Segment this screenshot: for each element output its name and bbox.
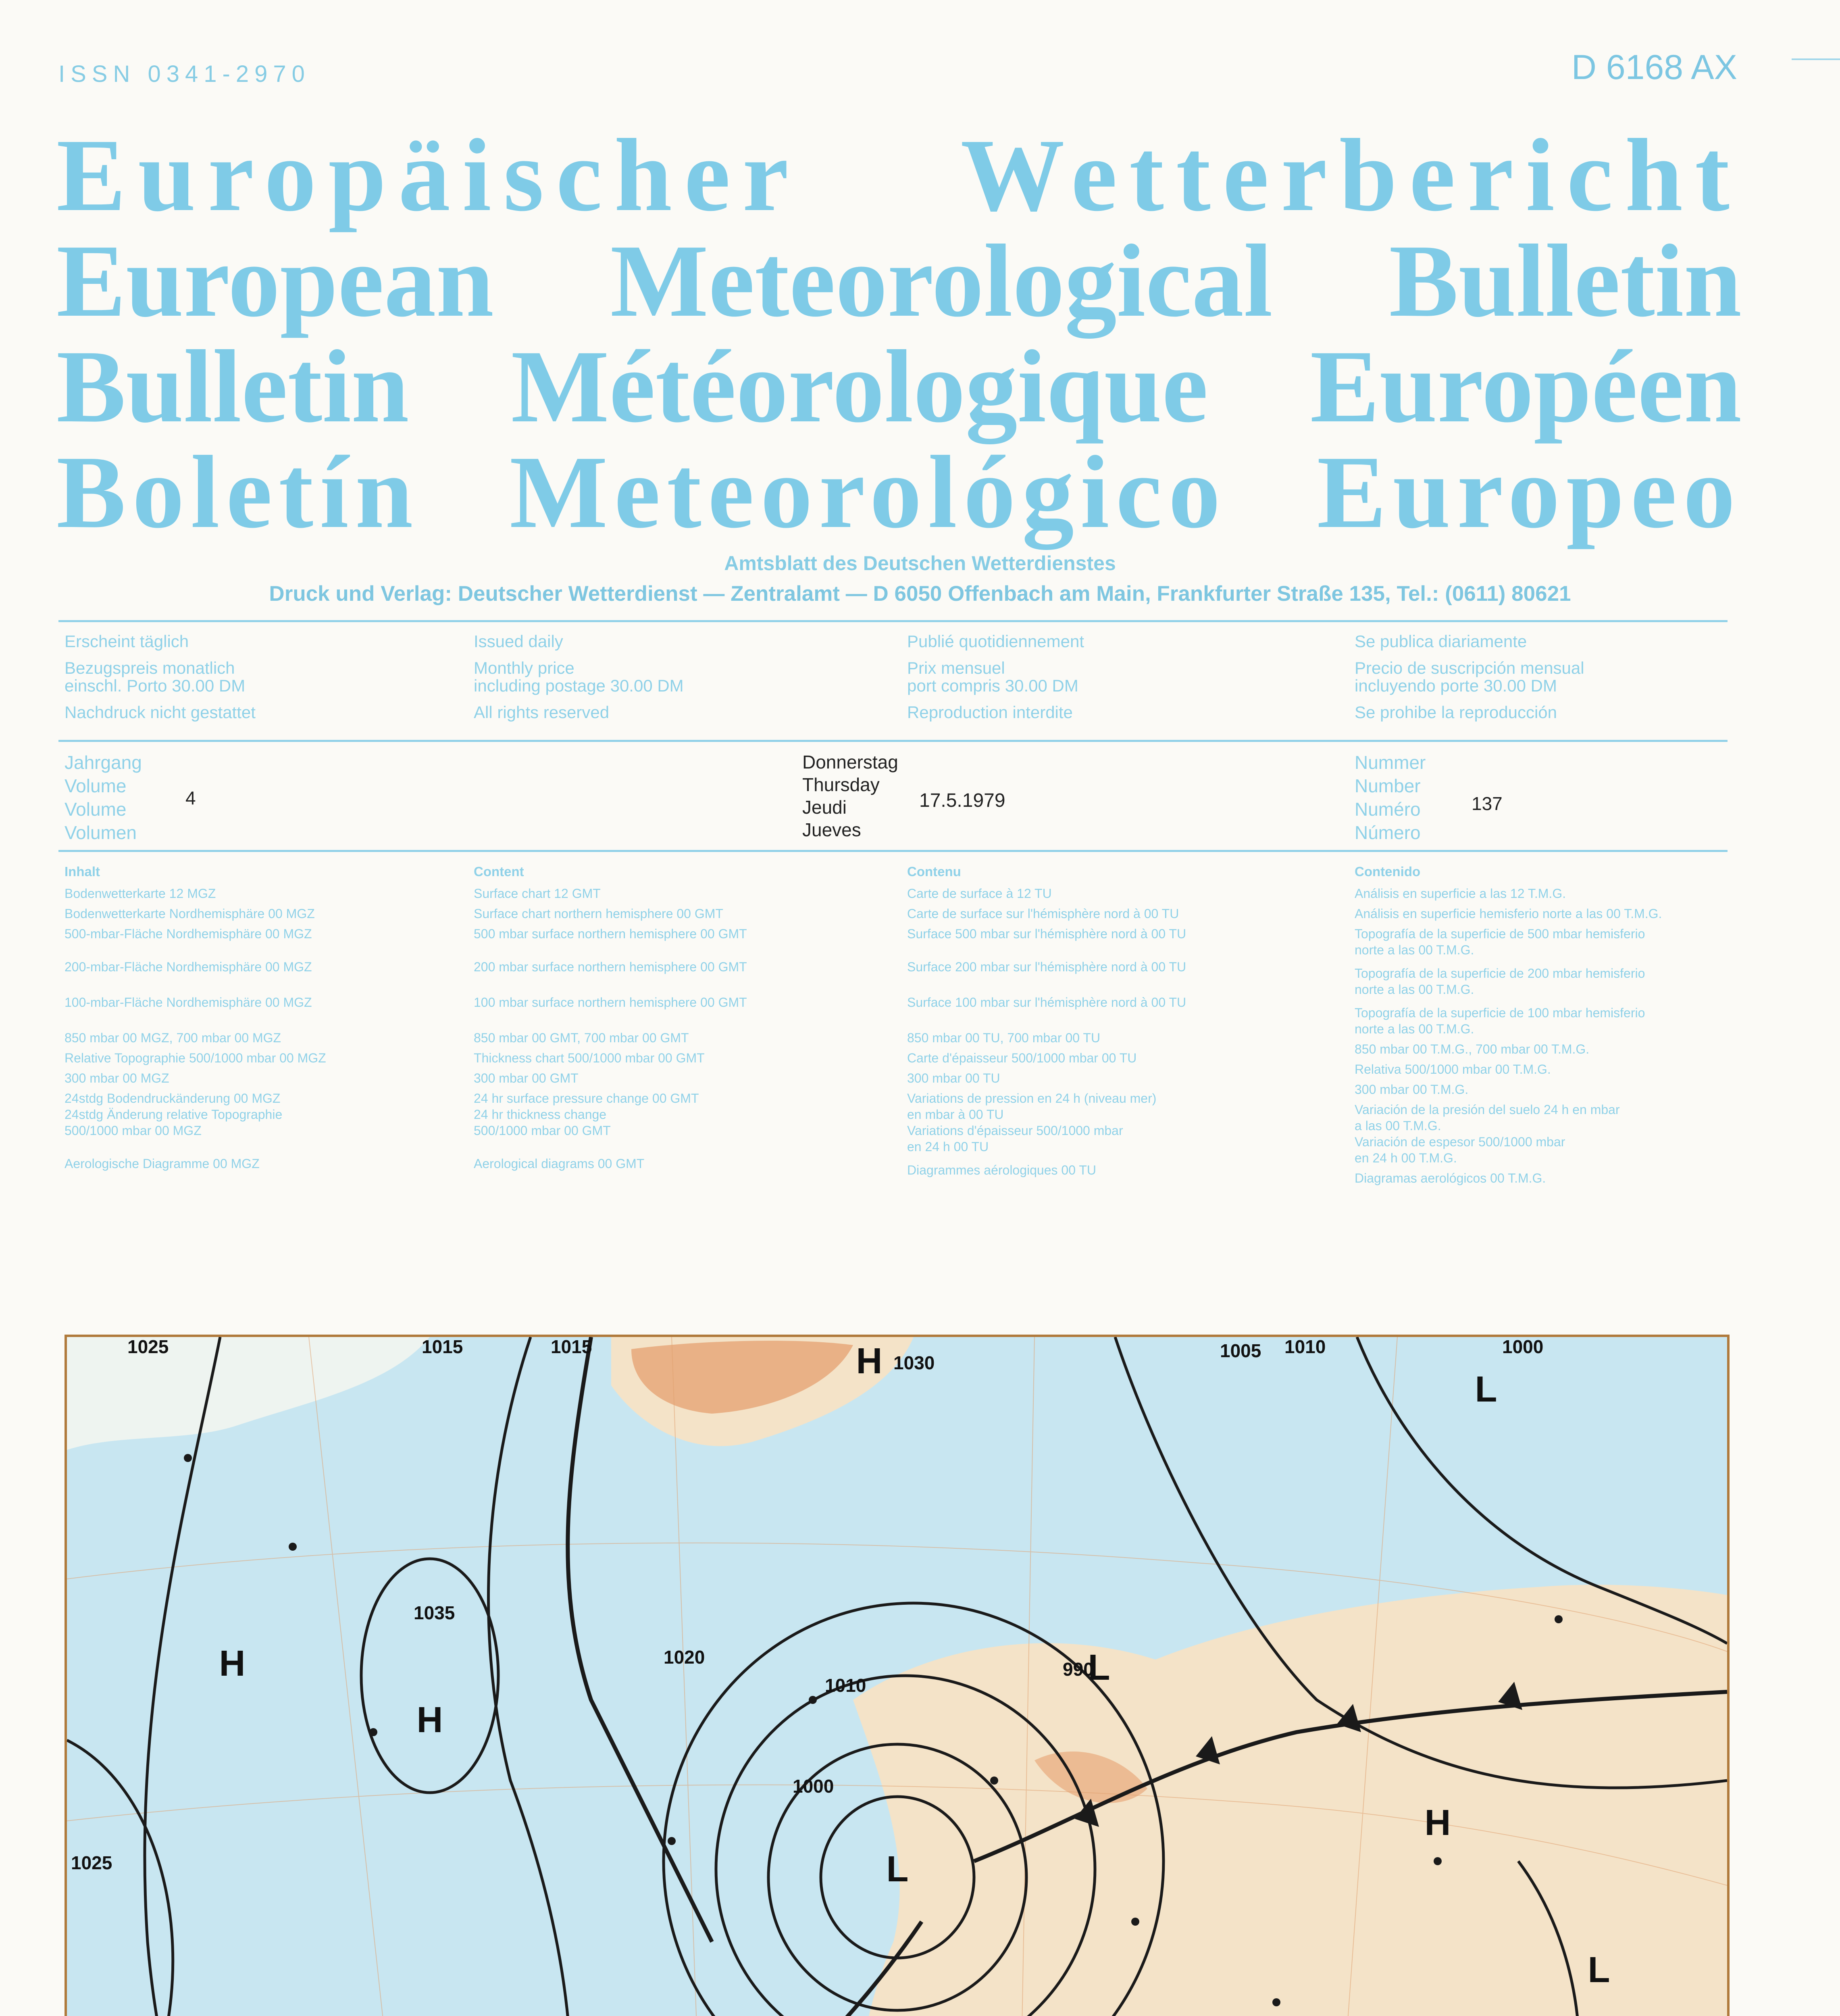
number-label: Nummer bbox=[1355, 752, 1426, 773]
contents-item: 100 mbar surface northern hemisphere 00 GMT bbox=[474, 995, 747, 1010]
station-dot bbox=[990, 1776, 998, 1785]
volume-label: Jahrgang bbox=[65, 752, 142, 773]
contents-item: Relative Topographie 500/1000 mbar 00 MGZ bbox=[65, 1051, 326, 1065]
info-line: incluyendo porte 30.00 DM bbox=[1355, 676, 1557, 695]
contents-item: 850 mbar 00 MGZ, 700 mbar 00 MGZ bbox=[65, 1031, 281, 1045]
contents-en bbox=[474, 864, 877, 1172]
contents-heading: Contenu bbox=[907, 864, 961, 879]
title-word: Wetterbericht bbox=[960, 117, 1742, 233]
title-german bbox=[56, 117, 1742, 233]
title-word: Europäischer bbox=[56, 117, 801, 233]
isobar-label: 990 bbox=[1063, 1659, 1094, 1680]
high-pressure-label: H bbox=[1424, 1803, 1451, 1843]
station-dot bbox=[1131, 1918, 1139, 1926]
publisher-line: Druck und Verlag: Deutscher Wetterdienst — Zentralamt — D 6050 Offenbach am Main, Frankfurter Straße 135, Tel.: (0611) 80621 bbox=[269, 582, 1571, 606]
contents-item: Aerological diagrams 00 GMT bbox=[474, 1156, 645, 1171]
low-pressure-label: L bbox=[1588, 1950, 1610, 1990]
station-dot bbox=[809, 1696, 817, 1704]
isobar-label: 1000 bbox=[1502, 1337, 1544, 1357]
subscription-fr bbox=[907, 630, 1084, 724]
contents-item: 300 mbar 00 T.M.G. bbox=[1355, 1082, 1469, 1097]
divider bbox=[58, 620, 1728, 622]
station-dot bbox=[289, 1543, 297, 1551]
title-spanish bbox=[56, 434, 1742, 550]
title-word: Européen bbox=[1310, 329, 1742, 444]
contents-item: 300 mbar 00 TU bbox=[907, 1071, 1000, 1085]
number-label: Numéro bbox=[1355, 799, 1421, 820]
number-label: Número bbox=[1355, 822, 1421, 843]
subscription-de bbox=[65, 630, 256, 724]
contents-item: Diagrammes aérologiques 00 TU bbox=[907, 1163, 1096, 1177]
info-line: Precio de suscripción mensual bbox=[1355, 658, 1584, 677]
contents-item: 24 hr thickness change bbox=[474, 1107, 607, 1122]
divider bbox=[58, 850, 1728, 852]
title-word: Europeo bbox=[1317, 434, 1742, 550]
high-pressure-label: H bbox=[416, 1700, 443, 1740]
isobar-label: 1030 bbox=[893, 1352, 935, 1373]
station-dot bbox=[184, 1454, 192, 1462]
contents-heading: Content bbox=[474, 864, 524, 879]
contents-item: Aerologische Diagramme 00 MGZ bbox=[65, 1156, 260, 1171]
isobar-label: 1025 bbox=[127, 1337, 169, 1357]
map-svg bbox=[67, 1337, 1727, 2016]
contents-item: Relativa 500/1000 mbar 00 T.M.G. bbox=[1355, 1062, 1551, 1077]
contents-item: Variación de la presión del suelo 24 h en mbar bbox=[1355, 1102, 1620, 1117]
station-dot bbox=[668, 1837, 676, 1845]
contents-item: Bodenwetterkarte 12 MGZ bbox=[65, 886, 216, 901]
contents-item: Carte de surface à 12 TU bbox=[907, 886, 1052, 901]
info-line: Erscheint täglich bbox=[65, 632, 189, 651]
contents-item: 850 mbar 00 GMT, 700 mbar 00 GMT bbox=[474, 1031, 689, 1045]
info-line: Bezugspreis monatlich bbox=[65, 658, 235, 677]
contents-item: Surface chart northern hemisphere 00 GMT bbox=[474, 906, 723, 921]
contents-item: 500/1000 mbar 00 GMT bbox=[474, 1123, 611, 1138]
info-line: Reproduction interdite bbox=[907, 703, 1073, 722]
subscription-es bbox=[1355, 630, 1584, 724]
info-line: Se prohibe la reproducción bbox=[1355, 703, 1557, 722]
issue-date: 17.5.1979 bbox=[919, 790, 1005, 811]
contents-item: 24stdg Bodendruckänderung 00 MGZ bbox=[65, 1091, 281, 1106]
contents-item: Topografía de la superficie de 200 mbar hemisferio bbox=[1355, 966, 1645, 981]
high-pressure-label: H bbox=[219, 1643, 246, 1684]
isobar-label: 1010 bbox=[825, 1675, 866, 1696]
contents-item: 100-mbar-Fläche Nordhemisphäre 00 MGZ bbox=[65, 995, 312, 1010]
surface-weather-map bbox=[65, 1335, 1730, 2016]
contents-fr bbox=[907, 864, 1330, 1178]
info-line: including postage 30.00 DM bbox=[474, 676, 684, 695]
contents-item: Topografía de la superficie de 100 mbar hemisferio bbox=[1355, 1006, 1645, 1020]
info-line: All rights reserved bbox=[474, 703, 610, 722]
station-dot bbox=[369, 1728, 377, 1736]
low-pressure-label: L bbox=[1088, 1647, 1110, 1688]
title-word: European bbox=[56, 223, 494, 338]
station-dot bbox=[1555, 1615, 1563, 1623]
number-label: Number bbox=[1355, 775, 1421, 796]
contents-item: norte a las 00 T.M.G. bbox=[1355, 943, 1474, 957]
contents-item: 24stdg Änderung relative Topographie bbox=[65, 1107, 283, 1122]
volume-label: Volumen bbox=[65, 822, 137, 843]
isobar-label: 1000 bbox=[793, 1776, 834, 1797]
contents-de bbox=[65, 864, 452, 1172]
contents-item: 200-mbar-Fläche Nordhemisphäre 00 MGZ bbox=[65, 960, 312, 974]
volume-label: Volume bbox=[65, 775, 127, 796]
number-labels bbox=[1355, 751, 1426, 844]
info-line: einschl. Porto 30.00 DM bbox=[65, 676, 246, 695]
isobar-label: 1005 bbox=[1220, 1340, 1261, 1361]
contents-item: Variación de espesor 500/1000 mbar bbox=[1355, 1135, 1565, 1149]
contents-item: Variations de pression en 24 h (niveau mer) bbox=[907, 1091, 1157, 1106]
contents-item: en 24 h 00 T.M.G. bbox=[1355, 1151, 1457, 1165]
title-word: Bulletin bbox=[56, 329, 409, 444]
contents-item: Surface 100 mbar sur l'hémisphère nord à 00 TU bbox=[907, 995, 1186, 1010]
contents-item: Variations d'épaisseur 500/1000 mbar bbox=[907, 1123, 1123, 1138]
contents-item: 300 mbar 00 GMT bbox=[474, 1071, 579, 1085]
isobar-label: 1015 bbox=[551, 1337, 592, 1357]
contents-item: Diagramas aerológicos 00 T.M.G. bbox=[1355, 1171, 1546, 1185]
contents-es bbox=[1355, 864, 1742, 1186]
contents-item: 500-mbar-Fläche Nordhemisphäre 00 MGZ bbox=[65, 927, 312, 941]
title-english bbox=[56, 223, 1742, 338]
info-line: Publié quotidiennement bbox=[907, 632, 1084, 651]
contents-item: 24 hr surface pressure change 00 GMT bbox=[474, 1091, 699, 1106]
low-pressure-label: L bbox=[1475, 1369, 1497, 1410]
contents-heading: Contenido bbox=[1355, 864, 1421, 879]
issn: ISSN 0341-2970 bbox=[58, 61, 310, 87]
contents-item: 500 mbar surface northern hemisphere 00 GMT bbox=[474, 927, 747, 941]
day-label: Thursday bbox=[802, 774, 880, 795]
volume-label: Volume bbox=[65, 799, 127, 820]
publication-code: D 6168 AX bbox=[1571, 48, 1737, 87]
info-line: port compris 30.00 DM bbox=[907, 676, 1078, 695]
contents-item: Thickness chart 500/1000 mbar 00 GMT bbox=[474, 1051, 705, 1065]
isobar-label: 1035 bbox=[414, 1602, 455, 1623]
station-dot bbox=[1272, 1998, 1280, 2006]
station-dot bbox=[1434, 1857, 1442, 1865]
divider bbox=[58, 740, 1728, 742]
contents-item: 850 mbar 00 TU, 700 mbar 00 TU bbox=[907, 1031, 1101, 1045]
volume-value: 4 bbox=[185, 787, 196, 808]
subscription-en bbox=[474, 630, 684, 724]
volume-labels bbox=[65, 751, 142, 844]
title-word: Meteorológico bbox=[509, 434, 1227, 550]
info-line: Issued daily bbox=[474, 632, 563, 651]
contents-item: Surface chart 12 GMT bbox=[474, 886, 601, 901]
contents-item: norte a las 00 T.M.G. bbox=[1355, 982, 1474, 997]
contents-item: 850 mbar 00 T.M.G., 700 mbar 00 T.M.G. bbox=[1355, 1042, 1590, 1056]
contents-item: norte a las 00 T.M.G. bbox=[1355, 1022, 1474, 1036]
amtsblatt-line: Amtsblatt des Deutschen Wetterdienstes bbox=[724, 552, 1116, 575]
corner-rule bbox=[1792, 58, 1840, 60]
title-word: Meteorological bbox=[610, 223, 1273, 338]
info-line: Prix mensuel bbox=[907, 658, 1005, 677]
contents-item: Carte de surface sur l'hémisphère nord à 00 TU bbox=[907, 906, 1179, 921]
title-french bbox=[56, 329, 1742, 444]
contents-heading: Inhalt bbox=[65, 864, 100, 879]
contents-item: en mbar à 00 TU bbox=[907, 1107, 1004, 1122]
issue-number: 137 bbox=[1472, 793, 1503, 814]
isobar-label: 1010 bbox=[1284, 1337, 1326, 1357]
contents-item: Surface 200 mbar sur l'hémisphère nord à 00 TU bbox=[907, 960, 1186, 974]
isobar-label: 1020 bbox=[664, 1647, 705, 1668]
info-line: Se publica diariamente bbox=[1355, 632, 1527, 651]
low-pressure-label: L bbox=[886, 1849, 909, 1889]
contents-item: Surface 500 mbar sur l'hémisphère nord à 00 TU bbox=[907, 927, 1186, 941]
contents-item: a las 00 T.M.G. bbox=[1355, 1118, 1441, 1133]
title-block bbox=[56, 117, 1742, 550]
info-line: Monthly price bbox=[474, 658, 574, 677]
title-word: Boletín bbox=[56, 434, 420, 550]
day-labels bbox=[802, 751, 898, 841]
day-label: Jeudi bbox=[802, 797, 847, 818]
contents-item: Topografía de la superficie de 500 mbar hemisferio bbox=[1355, 927, 1645, 941]
contents-item: Bodenwetterkarte Nordhemisphäre 00 MGZ bbox=[65, 906, 315, 921]
title-word: Bulletin bbox=[1389, 223, 1742, 338]
info-line: Nachdruck nicht gestattet bbox=[65, 703, 256, 722]
title-word: Météorologique bbox=[511, 329, 1208, 444]
contents-item: en 24 h 00 TU bbox=[907, 1139, 989, 1154]
contents-item: 200 mbar surface northern hemisphere 00 GMT bbox=[474, 960, 747, 974]
contents-item: Análisis en superficie a las 12 T.M.G. bbox=[1355, 886, 1566, 901]
contents-item: 500/1000 mbar 00 MGZ bbox=[65, 1123, 202, 1138]
high-pressure-label: H bbox=[856, 1341, 883, 1381]
day-label: Donnerstag bbox=[802, 752, 898, 773]
isobar-label: 1025 bbox=[71, 1852, 112, 1873]
contents-item: Carte d'épaisseur 500/1000 mbar 00 TU bbox=[907, 1051, 1137, 1065]
contents-item: 300 mbar 00 MGZ bbox=[65, 1071, 169, 1085]
day-label: Jueves bbox=[802, 819, 861, 840]
isobar-label: 1015 bbox=[422, 1337, 463, 1357]
contents-item: Análisis en superficie hemisferio norte a las 00 T.M.G. bbox=[1355, 906, 1662, 921]
